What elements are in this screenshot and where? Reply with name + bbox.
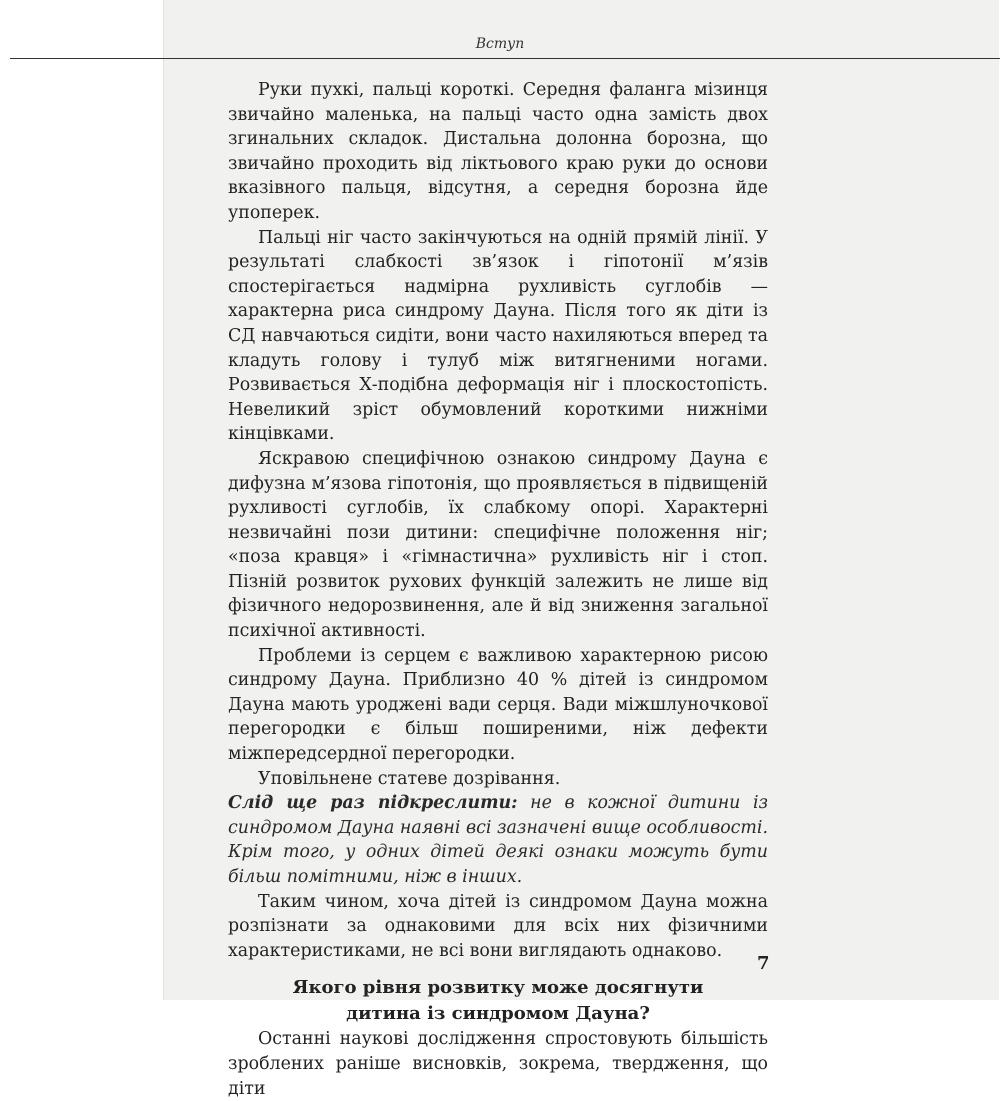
page-body xyxy=(228,78,768,1101)
quote-text: не в кожної дитини із синдромом Дауна наявні всі зазначені вище особливості. Крім того, у одних дітей деякі ознаки можуть бути більш помітними, ніж в інших. xyxy=(228,793,768,887)
paragraph-toes: Пальці ніг часто закінчуються на одній прямій лінії. У результаті слабкості зв’язок і гіпотонії м’язів спостерігається надмірна рухливість суглобів — характерна риса синдрому Дауна. Після того як діти із СД навчаються сидіти, вони часто нахиляються вперед та кладуть голову і тулуб між витягненими ногами. Розвивається Х-подібна деформація ніг і плоскостопість. Невеликий зріст обумовлений короткими нижніми кінцівками. xyxy=(228,227,768,445)
paragraph-puberty: Уповільнене статеве дозрівання. xyxy=(258,768,561,789)
quote-lead: Слід ще раз підкреслити: xyxy=(228,793,518,814)
page-number: 7 xyxy=(757,953,770,974)
paragraph-conclusion: Таким чином, хоча дітей із синдромом Дауна можна розпізнати за однаковими для всіх них фізичними характеристиками, не всі вони виглядають однаково. xyxy=(228,891,768,961)
paragraph-research: Останні наукові дослідження спростовують більшість зроблених раніше висновків, зокрема, твердження, що діти xyxy=(228,1029,768,1099)
heading-line-2: дитина із синдромом Дауна? xyxy=(346,1003,650,1025)
header-rule xyxy=(10,58,1000,59)
running-head-title: Вступ xyxy=(475,36,525,52)
paragraph-hypotonia: Яскравою специфічною ознакою синдрому Дауна є дифузна м’язова гіпотонія, що проявляється в підвищеній рухливості суглобів, їх слабкому опорі. Характерні незвичайні пози дитини: специфічне положення ніг; «поза кравця» і «гімнастична» рухливість ніг і стоп. Пізній розвиток рухових функцій залежить не лише від фізичного недорозвинення, але й від зниження загальної психічної активності. xyxy=(228,448,768,642)
paragraph-heart: Проблеми із серцем є важливою характерною рисою синдрому Дауна. Приблизно 40 % дітей із синдромом Дауна мають уроджені вади серця. Вади міжшлуночкової перегородки є більш поширеними, ніж дефекти міжпередсердної перегородки. xyxy=(228,645,768,765)
heading-line-1: Якого рівня розвитку може досягнути xyxy=(292,977,704,999)
emphasis-quote xyxy=(228,791,768,889)
paragraph-hands: Руки пухкі, пальці короткі. Середня фаланга мізинця звичайно маленька, на пальці часто одна замість двох згинальних складок. Дистальна долонна борозна, що звичайно проходить від ліктьового краю руки до основи вказівного пальця, відсутня, а середня борозна йде упоперек. xyxy=(228,80,768,223)
section-heading xyxy=(228,975,768,1027)
